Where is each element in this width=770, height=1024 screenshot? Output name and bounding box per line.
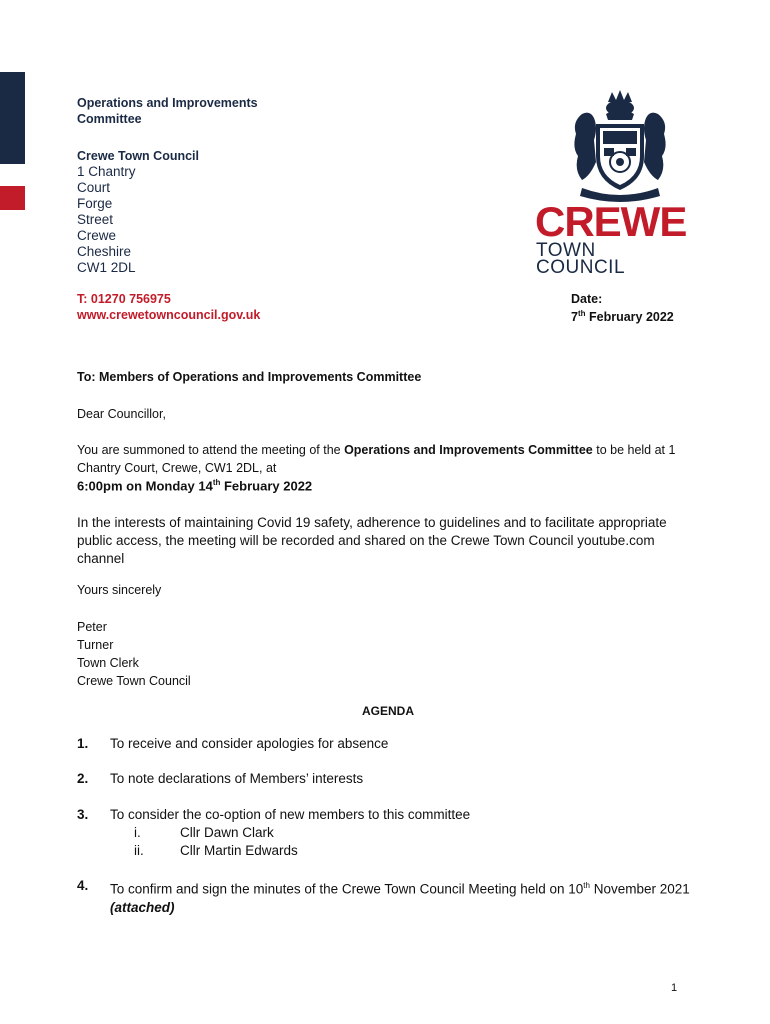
committee-heading: Operations and Improvements Committee [77, 96, 258, 126]
agenda-title: AGENDA [362, 704, 415, 718]
page-number: 1 [671, 982, 678, 994]
agenda-item-number: 2. [77, 771, 89, 786]
logo-wordmark-council: COUNCIL [536, 257, 626, 278]
signature-line: Peter [77, 620, 107, 634]
summons-committee: Operations and Improvements Committee [344, 443, 593, 457]
address-line: CW1 2DL [77, 260, 136, 275]
closing: Yours sincerely [77, 583, 162, 597]
agenda-item-number: 1. [77, 736, 89, 751]
date-day: 7 [571, 310, 578, 325]
address-line: 1 Chantry [77, 164, 136, 179]
date-rest: February 2022 [585, 310, 674, 325]
agenda-sub-item-number: i. [134, 825, 141, 840]
signature-line: Town Clerk [77, 656, 139, 670]
signature-line: Crewe Town Council [77, 674, 191, 688]
agenda-item-text-post: November 2021 [589, 881, 690, 897]
signature-block [77, 618, 191, 690]
meeting-time-suffix: th [212, 478, 221, 487]
council-crest-icon [568, 84, 672, 204]
brand-bar-navy [0, 72, 25, 164]
agenda-item-text-pre: To confirm and sign the minutes of the Crewe Town Council Meeting held on 10 [110, 881, 584, 897]
agenda-item-text: To receive and consider apologies for absence [110, 736, 389, 751]
agenda-item-text [110, 877, 710, 917]
covid-notice: In the interests of maintaining Covid 19 safety, adherence to guidelines and to facilitate appropriate public access, the meeting will be recorded and shared on the Crewe Town Council youtube.com channel [77, 515, 667, 566]
brand-bar-red [0, 186, 25, 210]
agenda-item-text-sup: th [583, 881, 590, 890]
agenda-sub-item-text: Cllr Martin Edwards [180, 843, 298, 858]
website-link[interactable]: www.crewetowncouncil.gov.uk [77, 308, 261, 322]
meeting-time [77, 478, 312, 493]
logo-wordmark-town: TOWN [536, 240, 596, 261]
attachment-note: (attached) [110, 899, 175, 915]
agenda-item-number: 4. [77, 878, 89, 893]
address-block [77, 164, 136, 276]
address-line: Street [77, 212, 114, 227]
agenda-sub-item-text: Cllr Dawn Clark [180, 825, 274, 840]
address-line: Cheshire [77, 244, 132, 259]
summons-text-post: to be held at 1 Chantry Court, Crewe, CW1 2DL, at [77, 443, 676, 475]
summons-text-pre: You are summoned to attend the meeting of the [77, 443, 345, 457]
agenda-item-number: 3. [77, 807, 89, 822]
agenda-item-text: To consider the co-option of new members to this committee [110, 807, 471, 822]
signature-line: Turner [77, 638, 114, 652]
agenda-sub-item-number: ii. [134, 843, 144, 858]
addressee-line: To: Members of Operations and Improvements Committee [77, 370, 422, 384]
summons-paragraph [77, 441, 697, 477]
date-value [571, 309, 674, 324]
logo-wordmark-crewe: CREWE [535, 198, 687, 245]
address-line: Forge [77, 196, 113, 211]
phone-number: T: 01270 756975 [77, 292, 171, 306]
address-line: Crewe [77, 228, 117, 243]
salutation: Dear Councillor, [77, 407, 166, 421]
agenda-item [77, 877, 717, 917]
council-name: Crewe Town Council [77, 149, 199, 163]
date-day-suffix: th [577, 309, 586, 318]
address-line: Court [77, 180, 111, 195]
date-label: Date: [571, 292, 603, 306]
meeting-time-post: February 2022 [220, 478, 313, 494]
meeting-time-pre: 6:00pm on Monday 14 [77, 478, 213, 494]
agenda-item-text: To note declarations of Members’ interests [110, 771, 364, 786]
